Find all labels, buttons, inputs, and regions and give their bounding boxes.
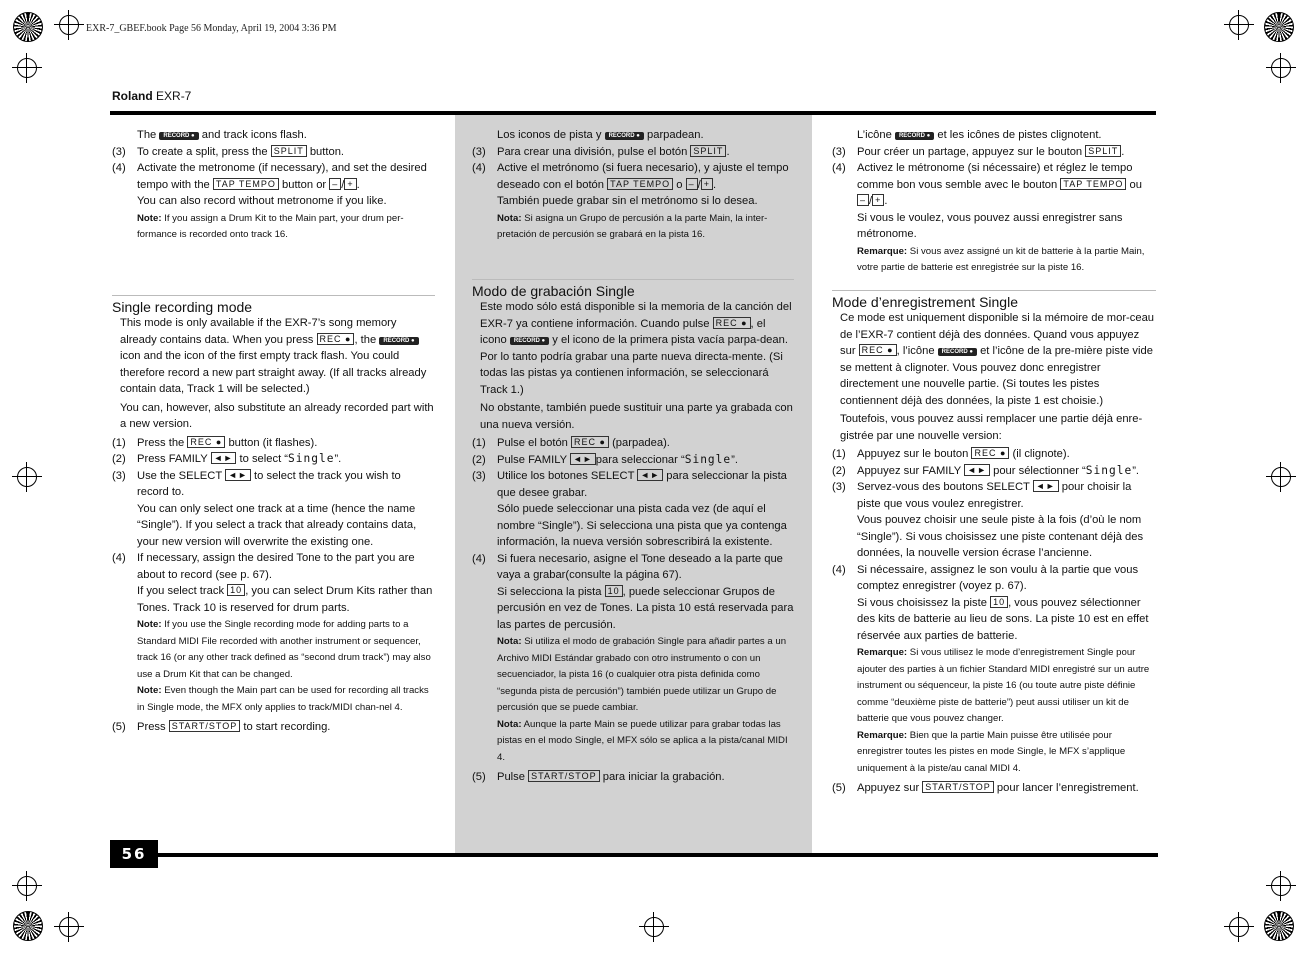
brand-name: Roland	[112, 89, 153, 103]
minus-button: –	[329, 178, 341, 190]
list-item: (3) Use the SELECT ◄► to select the track you wish to record to. You can only select one track at a time (hence the name “Single”). If you select a track that already contains data, your new version will overwrite the existing one.	[112, 469, 417, 548]
list-item: (5) Press START/STOP to start recording.	[112, 721, 331, 733]
list-item: (4) Activez le métronome (si nécessaire) et réglez le tempo comme bon vous semble avec le bouton TAP TEMPO ou – / + . Si vous le voulez, vous pouvez aussi enregistrer sans métronome. Remarque: Si vous avez assigné un kit de batterie à la partie Main, votre partie de batterie est enregistrée sur la piste 16.	[832, 162, 1145, 273]
record-icon: RECORD ●	[379, 337, 418, 345]
registration-mark-icon	[17, 58, 37, 78]
record-icon: RECORD ●	[605, 132, 644, 140]
list-item: (3) Servez-vous des boutons SELECT ◄► pour choisir la piste que vous voulez enregistrer. Vous pouvez choisir une seule piste à la fois (d’où le nom “Single”). Si vous choisissez une piste contenant déjà des données, la nouvelle version écrase l’ancienne.	[832, 481, 1144, 559]
list-item: (5) Pulse START/STOP para iniciar la grabación.	[472, 771, 725, 783]
split-button: SPLIT	[690, 145, 726, 157]
brand-header	[112, 89, 191, 103]
section-title: Modo de grabación Single	[472, 279, 794, 300]
french-column: L’icône RECORD ● et les icônes de pistes clignotent. (3) Pour créer un partage, appuyez sur le bouton SPLIT . (4) Activez le métronome (si nécessaire) et réglez le tempo comme bon vous semble avec le bouton TAP TEMPO ou – / + . Si vous le voulez, vous pouvez aussi enregistrer sans métronome. Remarque: Si vous avez assigné un kit de batterie à la partie Main, votre partie de batterie est enregistrée sur la piste 16. Mode d’enregistrement Single Ce mode est uniquement disponible si la mémoire de mor-ceau de l’EXR-7 contient déjà des données. Quand vous appuyez sur REC ● , l’icône RECORD ● et l’icône de la pre-mière piste vide se mettent à clignoter. Vous pouvez donc enregistrer directement une nouvelle partie. (Si toutes les pistes contiennent déjà des données, la piste 1 est choisie.) Toutefois, vous pouvez aussi remplacer une partie déjà enre-gistrée par une nouvelle version: (1) Appuyez sur le bouton REC ● (il clignote). (2) Appuyez sur FAMILY ◄► pour sélectionner “Single”. (3) Servez-vous des boutons SELECT ◄► pour choisir la piste que vous voulez enregistrer. Vous pouvez choisir une seule piste à la fois (d’où le nom “Single”). Si vous choisissez une piste contenant déjà des données, la nouvelle version écrase l’ancienne. (4) Si nécessaire, assignez le son voulu à la partie que vous comptez enregistrer (voyez p. 67). Si vous choisissez la piste 10 , vous pouvez sélectionner des kits de batterie au lieu de sons. La piste 10 est en effet réservée aux parties de batterie. Remarque: Si vous utilisez le mode d’enregistrement Single pour ajouter des parties à un fichier Standard MIDI enregistré sur un autre instrument ou séquenceur, la piste 16 (ou toute autre piste définie comme “deuxième piste de batterie”) peut aussi utiliser un kit de batterie que vous pouvez changer. Remarque: Bien que la partie Main puisse être utilisée pour enregistrer toutes les pistes en mode Single, le MFX s’applique uniquement à la piste/au canal MIDI 4. (5) Appuyez sur START/STOP pour lancer l’enregistrement.	[832, 127, 1156, 797]
section-title: Single recording mode	[112, 295, 435, 316]
list-item: (1) Press the REC ● button (it flashes).	[112, 436, 318, 449]
color-rosette-icon	[1264, 12, 1294, 42]
list-item: (4) Si nécessaire, assignez le son voulu à la partie que vous comptez enregistrer (voyez p. 67). Si vous choisissez la piste 10 , vous pouvez sélectionner des kits de batterie au lieu de sons. La piste 10 est en effet réservée aux parties de batterie. Remarque: Si vous utilisez le mode d’enregistrement Single pour ajouter des parties à un fichier Standard MIDI enregistré sur un autre instrument ou séquenceur, la piste 16 (ou toute autre piste définie comme “deuxième piste de batterie”) peut aussi utiliser un kit de batterie que vous pouvez changer. Remarque: Bien que la partie Main puisse être utilisée pour enregistrer toutes les pistes en mode Single, le MFX s’applique uniquement à la piste/au canal MIDI 4.	[832, 563, 1150, 774]
start-stop-button: START/STOP	[169, 720, 241, 732]
list-item: (5) Appuyez sur START/STOP pour lancer l’enregistrement.	[832, 782, 1139, 794]
color-rosette-icon	[1264, 911, 1294, 941]
crop-header: EXR-7_GBEF.book Page 56 Monday, April 19, 2004 3:36 PM	[86, 23, 337, 34]
color-rosette-icon	[13, 911, 43, 941]
paragraph: No obstante, también puede sustituir una parte ya grabada con una nueva versión.	[480, 402, 793, 431]
page-number: 56	[110, 840, 158, 868]
list-item: (3) Pour créer un partage, appuyez sur le bouton SPLIT .	[832, 145, 1125, 158]
bottom-rule	[110, 853, 1158, 857]
intro-text: and track icons flash.	[201, 129, 307, 141]
list-item: (2) Press FAMILY ◄► to select “Single”.	[112, 452, 342, 465]
list-item: (2) Pulse FAMILY ◄► para seleccionar “Single”.	[472, 452, 738, 466]
paragraph: Este modo sólo está disponible si la memoria de la canción del EXR-7 ya contiene información. Cuando pulse REC ● , el icono RECORD ● y el icono de la primera pista vacía parpa-dean. Por lo tanto podría grabar una parte nueva directa-mente. (Si todas las pistas ya contienen información, se seleccionará Track 1.)	[480, 301, 792, 396]
spanish-column: Los iconos de pista y RECORD ● parpadean. (3) Para crear una división, pulse el botón SPLIT . (4) Active el metrónomo (si fuera necesario), y ajuste el tempo deseado con el botón TAP TEMPO o – / + . También puede grabar sin el metrónomo si lo desea. Nota: Si asigna un Grupo de percusión a la parte Main, la inter-pretación de percusión se grabará en la pista 16. Modo de grabación Single Este modo sólo está disponible si la memoria de la canción del EXR-7 ya contiene información. Cuando pulse REC ● , el icono RECORD ● y el icono de la primera pista vacía parpa-dean. Por lo tanto podría grabar una parte nueva directa-mente. (Si todas las pistas ya contienen información, se seleccionará Track 1.) No obstante, también puede sustituir una parte ya grabada con una nueva versión. (1) Pulse el botón REC ● (parpadea). (2) Pulse FAMILY ◄► para seleccionar “Single”. (3) Utilice los botones SELECT ◄► para seleccionar la pista que desee grabar. Sólo puede seleccionar una pista cada vez (de aquí el nombre “Single”). Si selecciona una pista que ya contenga información, la nueva versión sobrescribirá la existente. (4) Si fuera necesario, asigne el Tone deseado a la parte que vaya a grabar(consulte la página 67). Si selecciona la pista 10 , puede seleccionar Grupos de percusión en vez de Tones. La pista 10 está reservada para las partes de percusión. Nota: Si utiliza el modo de grabación Single para añadir partes a un Archivo MIDI Estándar grabado con otro instrumento o con un secuenciador, la pista 16 (o cualquier otra pista definida como “segunda pista de percusión”) también puede utilizar un Grupo de percusión que se puede cambiar. Nota: Aunque la parte Main se puede utilizar para grabar todas las pistas en el modo Single, el MFX sólo se aplica a la pista/canal MIDI 4. (5) Pulse START/STOP para iniciar la grabación.	[472, 127, 794, 786]
registration-mark-icon	[644, 917, 664, 937]
registration-mark-icon	[1271, 467, 1291, 487]
list-item: (2) Appuyez sur FAMILY ◄► pour sélectionner “Single”.	[832, 463, 1140, 477]
registration-mark-icon	[1229, 917, 1249, 937]
plus-button: +	[344, 178, 356, 190]
color-rosette-icon	[13, 12, 43, 42]
list-item: (4) If necessary, assign the desired Tone to the part you are about to record (see p. 67). If you select track 10 , you can select Drum Kits rather than Tones. Track 10 is reserved for drum parts. Note: If you use the Single recording mode for adding parts to a Standard MIDI File recorded with another instrument or sequencer, track 16 (or any other track defined as “second drum track”) may also use a Drum Kit that can be changed. Note: Even though the Main part can be used for recording all tracks in Single mode, the MFX only applies to track/MIDI chan-nel 4.	[112, 552, 433, 713]
model-name: EXR-7	[156, 89, 192, 103]
section-title: Mode d’enregistrement Single	[832, 290, 1156, 311]
list-item: (1) Pulse el botón REC ● (parpadea).	[472, 437, 670, 449]
registration-mark-icon	[59, 15, 79, 35]
registration-mark-icon	[17, 876, 37, 896]
english-column	[112, 127, 435, 736]
registration-mark-icon	[59, 917, 79, 937]
list-item: (4) Si fuera necesario, asigne el Tone deseado a la parte que vaya a grabar(consulte la página 67). Si selecciona la pista 10 , puede seleccionar Grupos de percusión en vez de Tones. La pista 10 está reservada para las partes de percusión. Nota: Si utiliza el modo de grabación Single para añadir partes a un Archivo MIDI Estándar grabado con otro instrumento o con un secuenciador, la pista 16 (o cualquier otra pista definida como “segunda pista de percusión”) también puede utilizar un Grupo de percusión que se puede cambiar. Nota: Aunque la parte Main se puede utilizar para grabar todas las pistas en el modo Single, el MFX sólo se aplica a la pista/canal MIDI 4.	[472, 552, 794, 763]
record-icon: RECORD ●	[159, 132, 198, 140]
record-icon: RECORD ●	[895, 132, 934, 140]
list-item: (1) Appuyez sur le bouton REC ● (il clignote).	[832, 448, 1070, 460]
tap-tempo-button: TAP TEMPO	[213, 178, 279, 190]
paragraph: Toutefois, vous pouvez aussi remplacer une partie déjà enre-gistrée par une nouvelle version:	[840, 413, 1143, 442]
paragraph: Ce mode est uniquement disponible si la mémoire de mor-ceau de l’EXR-7 contient déjà des données. Quand vous appuyez sur REC ● , l’icône RECORD ● et l’icône de la pre-mière piste vide se mettent à clignoter. Vous pouvez donc enregistrer directement une nouvelle partie. (Si toutes les pistes contiennent déjà des données, la piste 1 est choisie.)	[840, 312, 1155, 407]
split-button: SPLIT	[271, 145, 307, 157]
list-item: (3) Para crear una división, pulse el botón SPLIT .	[472, 145, 730, 158]
registration-mark-icon	[17, 467, 37, 487]
paragraph: You can, however, also substitute an already recorded part with a new version.	[120, 401, 434, 430]
paragraph: This mode is only available if the EXR-7’s song memory already contains data. When you press REC ● , the RECORD ● icon and the icon of the first empty track flash. You could therefore record a new part straight away. (If all tracks already contain data, Track 1 will be selected.)	[120, 317, 427, 395]
list-item: (3) Utilice los botones SELECT ◄► para seleccionar la pista que desee grabar. Sólo puede seleccionar una pista cada vez (de aquí el nombre “Single”). Si selecciona una pista que ya contenga información, la nueva versión sobrescribirá la existente.	[472, 470, 787, 548]
registration-mark-icon	[1271, 58, 1291, 78]
list-item: (3) To create a split, press the SPLIT button.	[112, 145, 345, 158]
registration-mark-icon	[1271, 876, 1291, 896]
registration-mark-icon	[1229, 15, 1249, 35]
list-item: (4) Active el metrónomo (si fuera necesario), y ajuste el tempo deseado con el botón TAP TEMPO o – / + . También puede grabar sin el metrónomo si lo desea. Nota: Si asigna un Grupo de percusión a la parte Main, la inter-pretación de percusión se grabará en la pista 16.	[472, 162, 789, 240]
list-item: (4) Activate the metronome (if necessary), and set the desired tempo with the TAP TEMPO button or – / + . You can also record without metronome if you like. Note: If you assign a Drum Kit to the Main part, your drum per-formance is recorded onto track 16.	[112, 162, 427, 240]
intro-text: The	[137, 129, 157, 141]
